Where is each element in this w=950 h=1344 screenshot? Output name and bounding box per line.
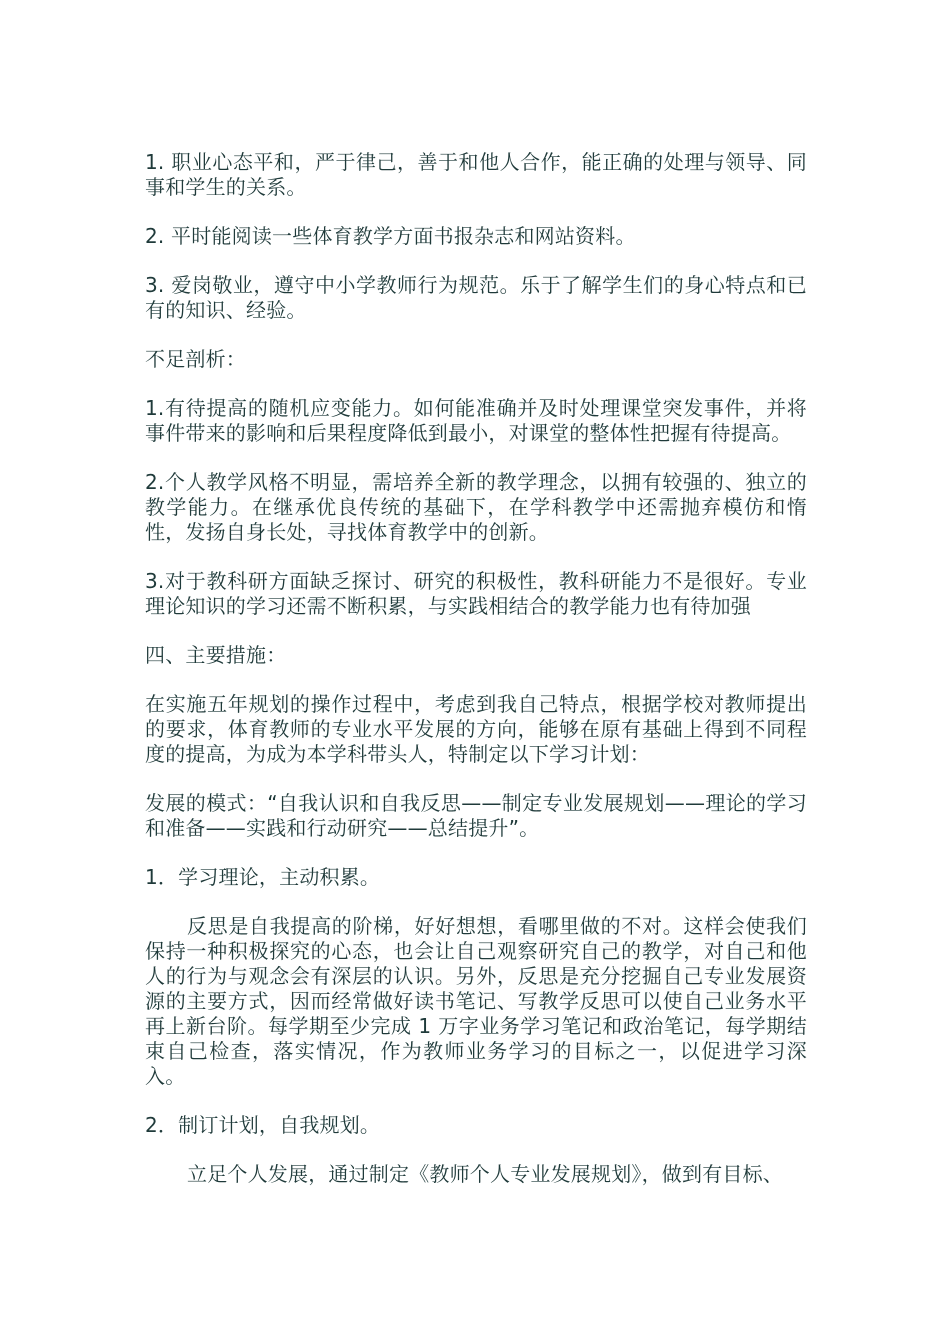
measure-heading-1: 1．学习理论，主动积累。	[145, 865, 381, 889]
development-model: 发展的模式：“自我认识和自我反思——制定专业发展规划——理论的学习和准备——实践和行动研究——总结提升”。	[145, 791, 807, 840]
section-heading-weakness: 不足剖析：	[145, 347, 246, 371]
weakness-item-3: 3.对于教科研方面缺乏探讨、研究的积极性，教科研能力不是很好。专业理论知识的学习还需不断积累，与实践相结合的教学能力也有待加强	[145, 569, 807, 618]
strength-item-2: 2. 平时能阅读一些体育教学方面书报杂志和网站资料。	[145, 224, 636, 248]
measures-intro: 在实施五年规划的操作过程中，考虑到我自己特点，根据学校对教师提出的要求，体育教师的专业水平发展的方向，能够在原有基础上得到不同程度的提高，为成为本学科带头人，特制定以下学习计划：	[145, 692, 807, 766]
weakness-item-2: 2.个人教学风格不明显，需培养全新的教学理念，以拥有较强的、独立的教学能力。在继承优良传统的基础下，在学科教学中还需抛弃模仿和惰性，发扬自身长处，寻找体育教学中的创新。	[145, 470, 807, 544]
measure-heading-2: 2．制订计划，自我规划。	[145, 1113, 381, 1137]
section-heading-measures: 四、主要措施：	[145, 643, 287, 667]
document-page	[145, 150, 807, 1211]
measure-body-2: 立足个人发展，通过制定《教师个人专业发展规划》，做到有目标、	[187, 1162, 783, 1186]
strength-item-3: 3. 爱岗敬业，遵守中小学教师行为规范。乐于了解学生们的身心特点和已有的知识、经验。	[145, 273, 807, 322]
weakness-item-1: 1.有待提高的随机应变能力。如何能准确并及时处理课堂突发事件，并将事件带来的影响和后果程度降低到最小，对课堂的整体性把握有待提高。	[145, 396, 807, 445]
measure-body-1: 反思是自我提高的阶梯，好好想想，看哪里做的不对。这样会使我们保持一种积极探究的心态，也会让自己观察研究自己的教学，对自己和他人的行为与观念会有深层的认识。另外，反思是充分挖掘自己专业发展资源的主要方式，因而经常做好读书笔记、写教学反思可以使自己业务水平再上新台阶。每学期至少完成 1 万字业务学习笔记和政治笔记，每学期结束自己检查，落实情况，作为教师业务学习的目标之一，以促进学习深入。	[145, 914, 807, 1088]
strength-item-1: 1. 职业心态平和，严于律己，善于和他人合作，能正确的处理与领导、同事和学生的关系。	[145, 150, 807, 199]
